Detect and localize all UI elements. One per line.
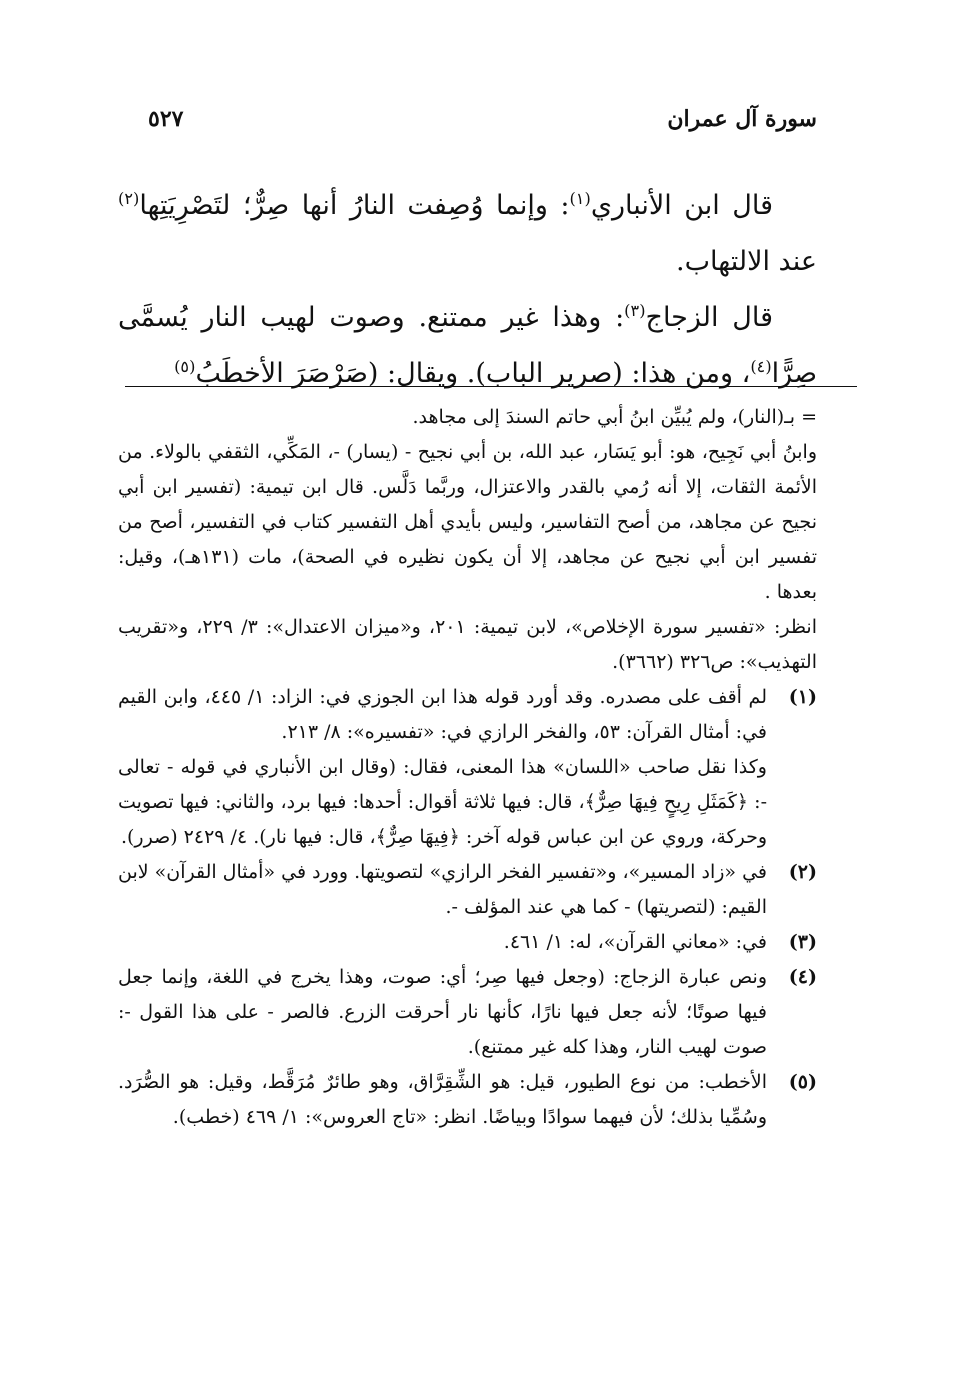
footnote-number: (٤) (788, 966, 817, 988)
footnote-ref: (١) (569, 189, 591, 208)
footnote-text: ونص عبارة الزجاج: (وجعل فيها صِر؛ أي: صوت، وهذا يخرج في اللغة، وإنما جعل فيها صوتًا؛ لأنه جعل فيها نارًا، كأنها نار أحرقت الزرع. فالصر - على هذا القول -: صوت لهيب النار، وهذا كله غير ممتنع). (118, 966, 767, 1058)
footnote-text: في: «معاني القرآن»، له: ١/ ٤٦١. (503, 931, 767, 953)
page-header (148, 106, 817, 142)
footnote-number: (٢) (788, 861, 817, 883)
text-run: : وإنما وُصِفت النارُ أنها صِرٌّ؛ لتَصْرِيَتِها (139, 190, 570, 221)
text-run: ، ومن هذا: (صرير الباب). ويقال: (صَرْصَرَ الأخطَبُ (195, 358, 751, 389)
footnote-text: وكذا نقل صاحب «اللسان» هذا المعنى، فقال: (وقال ابن الأنباري في قوله - تعالى -: ﴿كَمَثَلِ رِيحٍ فِيهَا صِرٌّ﴾، قال: فيها ثلاثة أقوال: أحدها: فيها برد، والثاني: فيها تصويت وحركة، وروي عن ابن عباس قوله آخر: ﴿فِيهَا صِرٌّ﴾، قال: فيها نار). ٤/ ٢٤٢٩ (صرر). (118, 756, 767, 848)
text-run: قال ابن الأنباري (590, 190, 773, 221)
footnote-ref: (٢) (118, 189, 140, 208)
text-run: قال الزجاج (645, 302, 773, 333)
footnote-5 (118, 1065, 817, 1135)
footnote-text: الأخطب: من نوع الطيور، قيل: هو الشِّقِرَّاق، وهو طائرٌ مُرَقَّط، وقيل: هو الصُّرَد. وسُمِّيا بذلك؛ لأن فيهما سوادًا وبياضًا. انظر: «تاج العروس»: ١/ ٤٦٩ (خطب). (118, 1071, 767, 1128)
footnote-separator (125, 386, 857, 387)
footnote-2 (118, 855, 817, 925)
footnote-continuation: = بـ(النار)، ولم يُبيِّن ابنُ أبي حاتم السندَ إلى مجاهد. (412, 406, 817, 428)
footnote-3 (118, 925, 817, 960)
footnotes (118, 400, 817, 1135)
text-run: عند الالتهاب. (676, 246, 817, 277)
footnote-ref: (٤) (750, 357, 772, 376)
footnote-text: لم أقف على مصدره. وقد أورد قوله هذا ابن الجوزي في: الزاد: ١/ ٤٤٥، وابن القيم في: أمثال القرآن: ٥٣، والفخر الرازي في: «تفسيره»: ٨/ ٢١٣. (118, 686, 767, 743)
footnote-ref: (٣) (624, 301, 646, 320)
footnote-continuation: انظر: «تفسير سورة الإخلاص»، لابن تيمية: ٢٠١، و«ميزان الاعتدال»: ٣/ ٢٢٩، و«تقريب التهذيب»: ص٣٢٦ (٣٦٦٢). (118, 616, 817, 673)
footnote-ref: (٥) (174, 357, 196, 376)
surah-title: سورة آل عمران (667, 106, 817, 132)
footnote-number: (٥) (788, 1071, 817, 1093)
footnote-number: (١) (788, 686, 817, 708)
footnote-4 (118, 960, 817, 1065)
footnote-number: (٣) (788, 931, 817, 953)
footnote-continuation: وابنُ أبي نَجِيح، هو: أبو يَسَار، عبد الله، بن أبي نجيح - (يسار) -، المَكِّي، الثقفي بالولاء. من الأئمة الثقات، إلا أنه رُمي بالقدر والاعتزال، وربَّما دَلَّس. قال ابن تيمية: (تفسير ابن أبي نجيح عن مجاهد، من أصح التفاسير، وليس بأيدي أهل التفسير كتاب في التفسير، أصح من تفسير ابن أبي نجيح عن مجاهد، إلا أن يكون نظيره في الصحة)، مات (١٣١هـ)، وقيل: بعدها . (118, 441, 818, 603)
main-paragraph (118, 178, 817, 290)
footnote-1 (118, 680, 817, 855)
footnote-text: في «زاد المسير»، و«تفسير الفخر الرازي» لتصويتها. وورد في «أمثال القرآن» لابن القيم: (لتصريتها) - كما هي عند المؤلف -. (117, 861, 767, 918)
text-run: : وهذا غير ممتنع. وصوت لهيب النار يُسمَّى صِرًّا (118, 302, 817, 389)
page-number: ٥٢٧ (148, 106, 184, 132)
main-text (118, 178, 817, 402)
